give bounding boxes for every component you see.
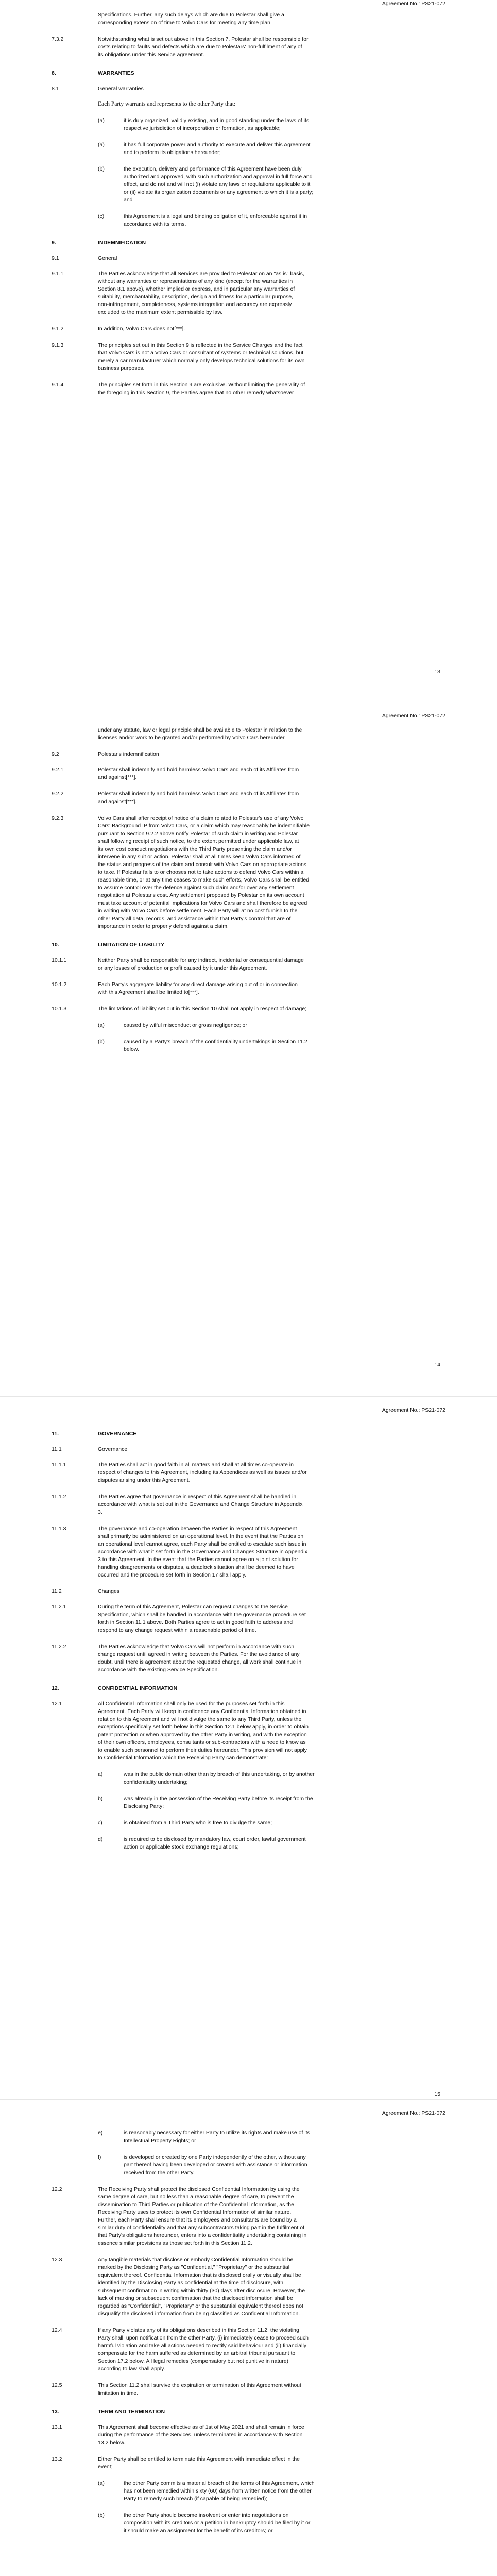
text-line: harmful violation and take all actions needed to rectify said behaviour and (ii) financially — [98, 2343, 307, 2349]
clause-number: 9.2.3 — [52, 815, 64, 821]
text-line: the other Party should become insolvent or enter into negotiations on — [124, 2512, 289, 2518]
text-line: the other Party commits a material breach of the terms of this Agreement, which — [124, 2480, 315, 2486]
text-line: respective jurisdiction of incorporation or formation, as applicable; — [124, 125, 281, 131]
text-line: marked by the Disclosing Party as "Confidential," "Proprietary" or the substantial — [98, 2264, 290, 2270]
section-number: 9. — [52, 240, 56, 246]
text-line: was in the public domain other than by breach of this undertaking, or by another — [124, 1771, 315, 1777]
subsection-heading: Changes — [98, 1588, 120, 1595]
clause-number: 10.1.2 — [52, 981, 67, 988]
text-line: forth in Section 11.1 above. Both Parties agree to act in good faith to address and — [98, 1619, 293, 1625]
section-number: 12. — [52, 1685, 59, 1691]
text-line: dissemination to Third Parties or publication of the Confidential Information, as the — [98, 2201, 294, 2208]
clause-number: 11.2.2 — [52, 1643, 66, 1650]
clause-number: 12.4 — [52, 2327, 62, 2333]
text-line: and against[***]. — [98, 774, 137, 781]
text-line: Agreement. Each Party will keep in confidence any Confidential Information obtained in — [98, 1708, 306, 1715]
text-line: accordance with what is set out in the Governance and Change Structure in Appendix — [98, 1501, 303, 1507]
text-line: composition with its creditors or a petition in bankruptcy should be filed by it or — [124, 2520, 311, 2526]
text-line: Neither Party shall be responsible for any indirect, incidental or consequential damage — [98, 957, 304, 963]
text-line: identified by the Disclosing Party as confidential at the time of disclosure, with — [98, 2280, 284, 2286]
text-line: licenses and/or work to be granted and/or performed by Volvo Cars hereunder. — [98, 735, 286, 741]
text-line: Volvo Cars shall after receipt of notice of a claim related to Polestar's use of any Volvo — [98, 815, 304, 821]
text-line: Polestar shall indemnify and hold harmless Volvo Cars and each of its Affiliates from — [98, 791, 299, 797]
text-line: Each Party's aggregate liability for any direct damage arising out of or in connection — [98, 981, 298, 988]
text-line: according to law shall apply. — [98, 2366, 165, 2372]
text-line: exceptions specifically set forth below in this Section 12.1 below apply, in order to obtain — [98, 1724, 309, 1730]
clause-number: 9.1.4 — [52, 382, 64, 388]
text-line: Notwithstanding what is set out above in this Section 7, Polestar shall be responsible for — [98, 36, 309, 42]
text-line: In addition, Volvo Cars does not[***]. — [98, 326, 185, 332]
list-item-marker: (a) — [98, 117, 105, 124]
text-line: compensate for the harm suffered as determined by an arbitral tribunal pursuant to — [98, 2350, 296, 2357]
text-line: Party to remedy such breach (if capable of being remedied); — [124, 2496, 267, 2502]
text-line: Either Party shall be entitled to terminate this Agreement with immediate effect in the — [98, 2456, 300, 2462]
text-line: accordance with its terms. — [124, 221, 186, 227]
page-header: Agreement No.: PS21-072 — [382, 713, 445, 719]
text-line: disqualify the disclosed information from being classified as Confidential Information. — [98, 2311, 300, 2317]
clause-number: 11.2.1 — [52, 1604, 66, 1610]
clause-number: 9.2.1 — [52, 767, 64, 773]
page-header: Agreement No.: PS21-072 — [382, 2110, 445, 2116]
text-line: intervene in any suit or action. Polestar shall at all times keep Volvo Cars informed of — [98, 854, 301, 860]
text-line: Disclosing Party; — [124, 1803, 164, 1809]
page-header: Agreement No.: PS21-072 — [382, 1407, 445, 1413]
text-line: is reasonably necessary for either Party to utilize its rights and make use of its — [124, 2130, 310, 2136]
text-line: corresponding extension of time to Volvo Cars for meeting any time plan. — [98, 20, 272, 26]
text-line: effect, and do not and will not (i) violate any laws or regulations applicable to it — [124, 181, 311, 188]
text-line: If any Party violates any of its obligations described in this Section 11.2, the violating — [98, 2327, 299, 2333]
text-line: Any tangible materials that disclose or embody Confidential Information should be — [98, 2257, 294, 2263]
text-line: subsequent confirmation in writing within thirty (30) days after disclosure. However, the — [98, 2287, 305, 2294]
page-number: 13 — [434, 669, 440, 675]
subsection-number: 9.1 — [52, 255, 59, 261]
text-line: The Receiving Party shall protect the disclosed Confidential Information by using the — [98, 2186, 300, 2192]
clause-number: 9.1.2 — [52, 326, 64, 332]
text-line: that Party's obligations hereunder, enters into a confidentiality undertaking containing in — [98, 2232, 307, 2239]
text-line: Cars' Background IP from Volvo Cars, or a claim which may reasonably be indemnifiable — [98, 823, 310, 829]
text-line: All Confidential Information shall only be used for the purposes set forth in this — [98, 1701, 285, 1707]
text-line: or (ii) violate its organization documents or any agreement to which it is a party; — [124, 189, 314, 195]
text-line: it has full corporate power and authority to execute and deliver this Agreement — [124, 142, 311, 148]
clause-number: 13.1 — [52, 2424, 62, 2430]
section-heading: WARRANTIES — [98, 70, 134, 76]
text-line: limitation in time. — [98, 2390, 139, 2396]
text-line: and — [124, 197, 133, 203]
subsection-number: 11.2 — [52, 1588, 62, 1595]
list-item-marker: (b) — [98, 166, 105, 172]
clause-number: 10.1.1 — [52, 957, 67, 963]
clause-number: 12.1 — [52, 1701, 62, 1707]
text-line: occurred and the procedure set forth in Section 17 shall apply. — [98, 1572, 247, 1578]
text-line: reasonable time, or at any time ceases to make such efforts, Volvo Cars shall be entitled — [98, 877, 310, 883]
text-line: below. — [124, 1046, 139, 1053]
text-line: Specifications. Further, any such delays which are due to Polestar shall give a — [98, 12, 284, 18]
section-number: 13. — [52, 2409, 59, 2415]
list-item-marker: (b) — [98, 2512, 105, 2518]
text-line: respond to any change request within a reasonable period of time. — [98, 1627, 256, 1633]
text-line: an operational level cannot agree, each Party shall be entitled to escalate such issue in — [98, 1541, 306, 1547]
text-line: the foregoing in this Section 9, the Parties agree that no other remedy whatsoever — [98, 389, 294, 396]
page-number: 14 — [434, 1362, 440, 1368]
list-item-marker: (c) — [98, 213, 105, 219]
text-line: this Agreement is a legal and binding obligation of it, enforceable against it in — [124, 213, 307, 219]
text-line: in writing with Volvo Cars before settlement. Each Party will at no cost furnish to the — [98, 908, 298, 914]
text-line: Party shall, upon notification from the other Party, (i) immediately cease to proceed such — [98, 2335, 309, 2341]
section-number: 8. — [52, 70, 56, 76]
text-line: its obligations under this Service agreement. — [98, 52, 204, 58]
text-line: is obtained from a Third Party who is free to divulge the same; — [124, 1820, 272, 1826]
text-line: The Parties acknowledge that Volvo Cars will not perform in accordance with such — [98, 1643, 295, 1650]
text-line: Section 17.2 below. All legal remedies (compensatory but not punitive in nature) — [98, 2358, 289, 2364]
clause-number: 11.1.1 — [52, 1462, 66, 1468]
text-line: other Party all data, records, and assistance within that Party's control that are of — [98, 916, 291, 922]
text-line: caused by a Party's breach of the confidentiality undertakings in Section 11.2 — [124, 1039, 307, 1045]
text-line: The principles set out in this Section 9 is reflected in the Service Charges and the fact — [98, 342, 303, 348]
text-line: pursuant to Section 9.2.2 above notify Polestar of such claim in writing and Polestar — [98, 831, 298, 837]
text-line: Further, each Party shall ensure that its employees and consultants are bound by a — [98, 2217, 297, 2223]
clause-number: 10.1.3 — [52, 1006, 67, 1012]
text-line: of their own officers, employees, consultants or sub-contractors with a need to know as — [98, 1739, 306, 1745]
text-line: This Section 11.2 shall survive the expiration or termination of this Agreement without — [98, 2382, 301, 2388]
text-line: caused by wilful misconduct or gross negligence; or — [124, 1022, 247, 1028]
clause-number: 12.2 — [52, 2186, 62, 2192]
text-line: it is duly organized, validly existing, and in good standing under the laws of its — [124, 117, 310, 124]
list-item-marker: a) — [98, 1771, 103, 1777]
text-line: equivalent thereof. Confidential Information that is disclosed orally or visually shall be — [98, 2272, 301, 2278]
list-item-marker: (a) — [98, 142, 105, 148]
text-line: 3. — [98, 1509, 102, 1515]
text-line: lack of marking or subsequent confirmation that the disclosed information shall be — [98, 2295, 293, 2301]
text-line: shall primarily be administered on an operational level. In the event that the Parties on — [98, 1533, 304, 1539]
text-line: Section 8.1 above), whether implied or express, and in particular any warranties of — [98, 286, 295, 292]
text-line: is developed or created by one Party independently of the other, without any — [124, 2154, 306, 2160]
text-line: to assume control over the defence against such claim and/or over any settlement — [98, 885, 294, 891]
subsection-number: 11.1 — [52, 1446, 62, 1452]
text-line: Specification, which shall be handled in accordance with the governance procedure set — [98, 1612, 306, 1618]
section-heading: CONFIDENTIAL INFORMATION — [98, 1685, 178, 1691]
subsection-heading: Polestar's indemnification — [98, 751, 159, 757]
text-line: part thereof having been developed or created with assistance or information — [124, 2162, 307, 2168]
list-item-marker: (a) — [98, 2480, 105, 2486]
section-number: 11. — [52, 1431, 59, 1437]
clause-number: 7.3.2 — [52, 36, 64, 42]
text-line: same degree of care, but no less than a reasonable degree of care, to prevent the — [98, 2194, 294, 2200]
section-heading: INDEMNIFICATION — [98, 240, 146, 246]
text-line: or any losses of production or profit caused by it under this Agreement. — [98, 965, 267, 971]
text-line: and against[***]. — [98, 799, 137, 805]
text-line: change request until agreed in writing between the Parties. For the avoidance of any — [98, 1651, 300, 1657]
text-line: business purposes. — [98, 365, 145, 371]
text-line: costs relating to faults and defects which are due to Polestars' non-fulfilment of any of — [98, 44, 302, 50]
subsection-heading: General — [98, 255, 117, 261]
text-line: This Agreement shall become effective as of 1st of May 2021 and shall remain in force — [98, 2424, 304, 2430]
text-line: doubt, until there is agreement about the requested change, all work shall continue in — [98, 1659, 302, 1665]
text-line: The Parties shall act in good faith in all matters and shall at all times co-operate in — [98, 1462, 294, 1468]
text-line: excluded to the maximum extent permissible by law. — [98, 309, 223, 315]
text-line: action or applicable stock exchange regulations; — [124, 1844, 239, 1850]
text-line: The Parties agree that governance in respect of this Agreement shall be handled in — [98, 1494, 297, 1500]
list-item-marker: b) — [98, 1795, 103, 1802]
clause-number: 9.2.2 — [52, 791, 64, 797]
text-line: 13.2 below. — [98, 2439, 126, 2446]
clause-number: 12.3 — [52, 2257, 62, 2263]
clause-number: 12.5 — [52, 2382, 62, 2388]
text-line: to take. If Polestar fails to or chooses not to take actions to defend Volvo Cars within a — [98, 869, 304, 875]
clause-number: 11.1.2 — [52, 1494, 66, 1500]
page-separator — [0, 2099, 497, 2100]
clause-number: 13.2 — [52, 2456, 62, 2462]
text-line: during the performance of the Services, unless terminated in accordance with Section — [98, 2432, 303, 2438]
text-line: regarded as "Confidential", "Proprietary" or the substantial equivalent thereof does not — [98, 2303, 303, 2309]
text-line: that Volvo Cars is not a Volvo Cars or consultant of systems or technical solutions, but — [98, 350, 304, 356]
subsection-number: 8.1 — [52, 86, 59, 92]
text-line: The limitations of liability set out in this Section 10 shall not apply in respect of damage; — [98, 1006, 307, 1012]
text-line: merely a car manufacturer which normally only develops technical solutions for its own — [98, 358, 305, 364]
clause-number: 9.1.3 — [52, 342, 64, 348]
subsection-number: 9.2 — [52, 751, 59, 757]
text-line: and to perform its obligations hereunder; — [124, 149, 221, 156]
text-line: was already in the possession of the Receiving Party before its receipt from the — [124, 1795, 313, 1802]
text-line: event; — [98, 2464, 113, 2470]
text-line: to Confidential Information which the Receiving Party can demonstrate: — [98, 1755, 268, 1761]
clause-number: 11.1.3 — [52, 1526, 66, 1532]
text-line: shall following receipt of such notice, to the extent permitted under applicable law, at — [98, 838, 299, 844]
text-line: respect of changes to this Agreement, including its Appendices as well as issues and/or — [98, 1469, 307, 1476]
page-separator — [0, 1396, 497, 1397]
text-line: it should make an assignment for the benefit of its creditors; or — [124, 2528, 273, 2534]
list-item-marker: (b) — [98, 1039, 105, 1045]
text-line: patent protection or when approved by the other Party in writing, and with the exception — [98, 1732, 307, 1738]
list-item-marker: c) — [98, 1820, 102, 1826]
text-line: The Parties acknowledge that all Services are provided to Polestar on an "as is" basis, — [98, 270, 304, 277]
text-line: is required to be disclosed by mandatory law, court order, lawful government — [124, 1836, 306, 1842]
text-line: 3 to this Agreement. In the event that the Parties cannot agree on a joint solution for — [98, 1556, 298, 1563]
section-heading: LIMITATION OF LIABILITY — [98, 942, 165, 948]
text-line: the status and progress of the claim and consult with Volvo Cars on appropriate actions — [98, 861, 307, 868]
text-line: Each Party warrants and represents to the other Party that: — [98, 101, 236, 107]
text-line: must take account of potential implications for Volvo Cars and shall therefore be agreed — [98, 900, 307, 906]
text-line: Polestar shall indemnify and hold harmless Volvo Cars and each of its Affiliates from — [98, 767, 299, 773]
list-item-marker: d) — [98, 1836, 103, 1842]
text-line: Receiving Party uses to protect its own Confidential Information of similar nature. — [98, 2209, 292, 2215]
text-line: confidentiality undertaking; — [124, 1779, 188, 1785]
text-line: to enable such personnel to perform their duties hereunder. This provision will not apply — [98, 1747, 307, 1753]
text-line: has not been remedied within sixty (60) days from written notice from the other — [124, 2488, 312, 2494]
section-number: 10. — [52, 942, 59, 948]
text-line: accordance with what it set forth in the Governance and Changes Structure in Appendix — [98, 1549, 307, 1555]
list-item-marker: e) — [98, 2130, 103, 2136]
text-line: During the term of this Agreement, Polestar can request changes to the Service — [98, 1604, 288, 1610]
text-line: accordance with the existing Service Specification. — [98, 1667, 219, 1673]
section-heading: GOVERNANCE — [98, 1431, 137, 1437]
page-header: Agreement No.: PS21-072 — [382, 1, 445, 7]
text-line: The principles set forth in this Section 9 are exclusive. Without limiting the generality of — [98, 382, 305, 388]
text-line: authorized and approved, with such authorization and approval in full force and — [124, 174, 313, 180]
text-line: essence similar provisions as those set forth in this Section 11.2. — [98, 2240, 252, 2246]
text-line: disputes arising under this Agreement. — [98, 1477, 190, 1483]
text-line: relation to this Agreement and will not divulge the same to any Third Party, unless the — [98, 1716, 302, 1722]
text-line: importance in order to properly defend against a claim. — [98, 923, 229, 929]
text-line: without any warranties or representations of any kind (except for the warranties in — [98, 278, 293, 284]
text-line: under any statute, law or legal principle shall be available to Polestar in relation to the — [98, 727, 302, 733]
text-line: The governance and co-operation between the Parties in respect of this Agreement — [98, 1526, 297, 1532]
list-item-marker: (a) — [98, 1022, 105, 1028]
section-heading: TERM AND TERMINATION — [98, 2409, 165, 2415]
subsection-heading: Governance — [98, 1446, 128, 1452]
text-line: suitability, merchantability, description, design and fitness for a particular purpose, — [98, 294, 293, 300]
text-line: handling disagreements or disputes, a deadlock situation shall be deemed to have — [98, 1564, 295, 1570]
text-line: the execution, delivery and performance of this Agreement have been duly — [124, 166, 302, 172]
text-line: its own cost conduct negotiations with the Third Party presenting the claim and/or — [98, 846, 292, 852]
page-number: 15 — [434, 2091, 440, 2097]
text-line: non-infringement, completeness, systems integration and accuracy are expressly — [98, 301, 292, 308]
text-line: with this Agreement shall be limited to[***]. — [98, 989, 199, 995]
list-item-marker: f) — [98, 2154, 101, 2160]
clause-number: 9.1.1 — [52, 270, 64, 277]
text-line: Intellectual Property Rights; or — [124, 2138, 196, 2144]
text-line: similar duty of confidentiality and that any subcontractors taking part in the fulfilment of — [98, 2225, 304, 2231]
text-line: received from the other Party. — [124, 2170, 195, 2176]
text-line: negotiation at Polestar's cost. Any settlement proposed by Polestar on its own account — [98, 892, 304, 899]
subsection-heading: General warranties — [98, 86, 144, 92]
